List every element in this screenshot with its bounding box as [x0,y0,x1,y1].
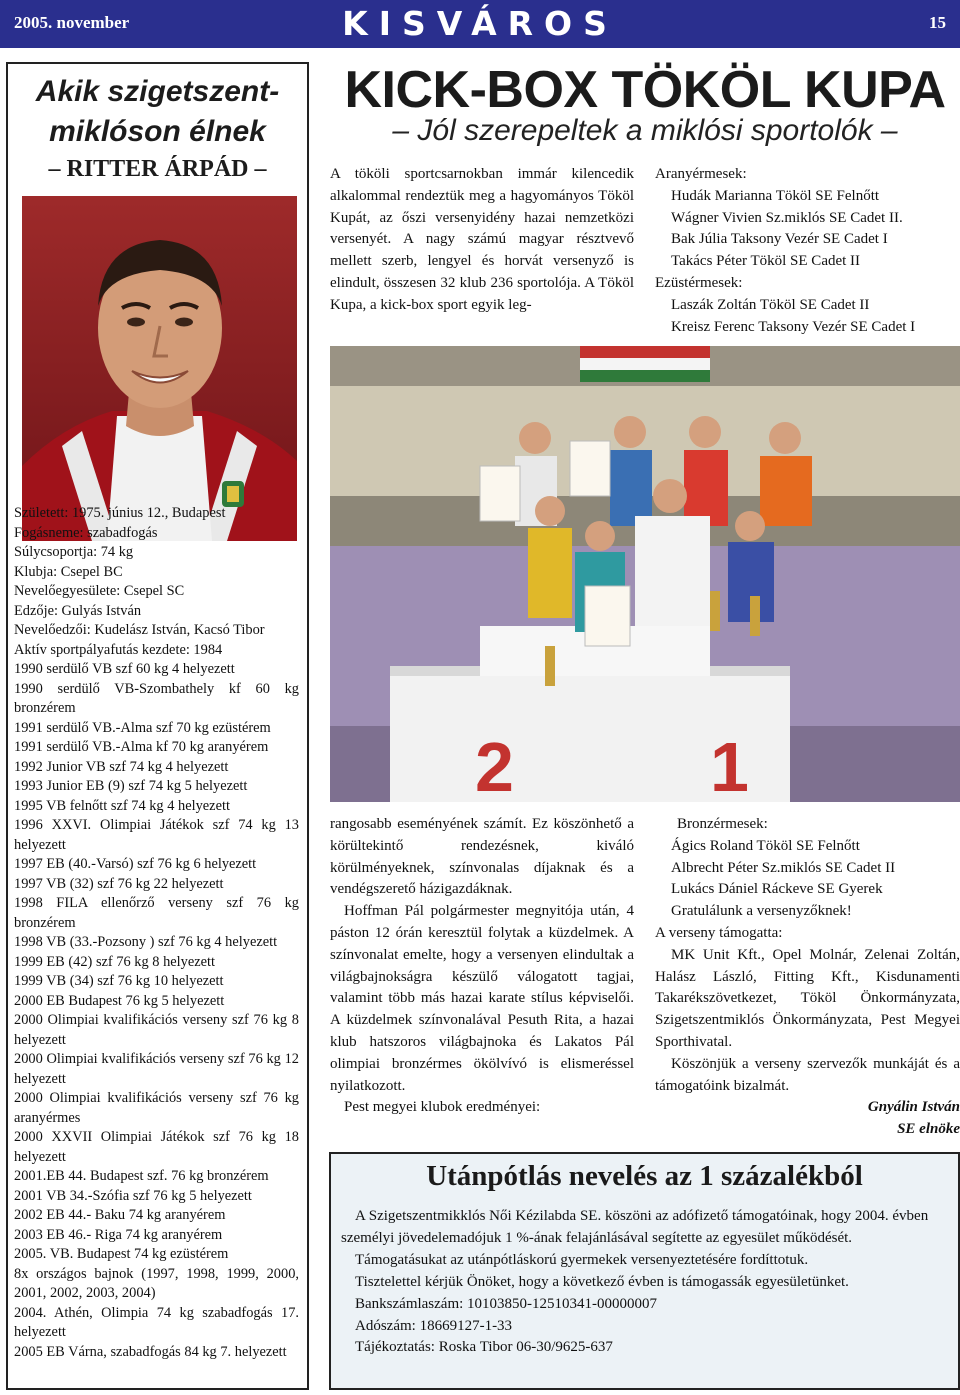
bronze-winner: Lukács Dániel Ráckeve SE Gyerek [671,881,883,898]
career-item: 2000 EB Budapest 76 kg 5 helyezett [14,992,225,1009]
results-top [655,164,960,338]
page-header [0,0,960,48]
career-item: 1998 VB (33.-Pozsony ) szf 76 kg 4 helyezett [14,934,278,950]
support-paragraph: Tisztelettel kérjük Önöket, hogy a következő évben is támogassák egyesületünket. [355,1273,849,1290]
silver-winner: Kreisz Ferenc Taksony Vezér SE Cadet I [671,318,916,335]
career-item: 2004. Athén, Olimpia 74 kg szabadfogás 17. helyezett [14,1304,299,1340]
silver-label: Ezüstérmesek: [655,274,743,291]
results-bottom [655,814,960,1141]
gold-winner: Wágner Vivien Sz.miklós SE Cadet II. [671,209,903,226]
profile-heading: Akik szigetszent- miklóson élnek [35,75,280,148]
career-item: 2000 XXVII Olimpiai Játékok szf 76 kg 18 helyezett [14,1129,299,1165]
article-title: KICK-BOX TÖKÖL KUPA [344,61,946,119]
career-item: 1993 Junior EB (9) szf 74 kg 5 helyezett [14,778,248,794]
thanks-text: Köszönjük a verseny szervezők munkáját és a támogatóink bizalmát. [655,1055,960,1094]
gold-winner: Bak Júlia Taksony Vezér SE Cadet I [671,231,888,248]
career-item: Edzője: Gulyás István [14,602,142,619]
career-item: 2005 EB Várna, szabadfogás 84 kg 7. helyezett [14,1343,287,1360]
support-paragraph: Támogatásukat az utánpótláskorú gyermekek versenyeztetésére fordíttotuk. [355,1251,809,1268]
career-item: 1992 Junior VB szf 74 kg 4 helyezett [14,758,229,775]
congratulations: Gratulálunk a versenyzőknek! [671,903,852,920]
career-item: 1990 serdülő VB-Szombathely kf 60 kg bronzérem [14,680,299,716]
career-item: 1997 VB (32) szf 76 kg 22 helyezett [14,875,224,892]
career-item: 2003 EB 46.- Riga 74 kg aranyérem [14,1226,223,1243]
bronze-winner: Ágics Roland Tököl SE Felnőtt [671,837,860,854]
tax-number: Adószám: 18669127-1-33 [355,1317,513,1334]
bronze-winner: Albrecht Péter Sz.miklós SE Cadet II [671,859,896,876]
bank-account: Bankszámlaszám: 10103850-12510341-00000007 [355,1295,658,1312]
signature-role: SE elnöke [897,1121,960,1138]
career-item: Nevelőedzői: Kudelász István, Kacsó Tibor [14,622,265,638]
career-item: 1999 EB (42) szf 76 kg 8 helyezett [14,953,216,970]
career-item: 1995 VB felnőtt szf 74 kg 4 helyezett [14,797,230,814]
article-subtitle: – Jól szerepeltek a miklósi sportolók – [392,114,898,147]
profile-box [6,62,309,1390]
page-number: 15 [929,13,946,32]
team-photo-illustration [330,346,960,802]
profile-name: – RITTER ÁRPÁD – [48,156,267,182]
career-item: Klubja: Csepel BC [14,563,123,580]
career-list [14,504,299,1362]
svg-text:2: 2 [475,728,514,802]
sponsors-label: A verseny támogatta: [655,924,783,941]
team-photo [330,346,960,802]
opening-paragraph: Hoffman Pál polgármester megnyitója után, 4 páston 12 órán keresztül folytak a küzdelmek. A színvonalat emelte, hogy a versenyen elindultak a világbajnokságra készülő válogatott tagjai, valamint több más hazai karate stílus képviselői. A küzdelmek színvonalával Pesuth Rita, a hazai klub hatszoros világbajnoka és Lakatos Pál olimpiai bronzérmes ökölvívó is elismeréssel nyilatkozott. [330,903,634,1094]
career-item: 2005. VB. Budapest 74 kg ezüstérem [14,1246,229,1262]
gold-winner: Takács Péter Tököl SE Cadet II [671,253,861,270]
gold-winner: Hudák Marianna Tököl SE Felnőtt [671,187,880,204]
contact-info: Tájékoztatás: Roska Tibor 06-30/9625-637 [355,1339,613,1356]
career-item: 8x országos bajnok (1997, 1998, 1999, 2000, 2001, 2002, 2003, 2004) [14,1265,299,1301]
article-intro: A tököli sportcsarnokban immár kilencedik alkalommal rendeztük meg a hagyományos Tököl Kupát, az őszi versenyidény hazai nemzetközi versenyét. A nagy számú magyar résztvevő mellett szerb, lengyel és horvát versenyző is elindult, összesen 32 klub 236 sportolója. A Tököl Kupa, a kick-box sport egyik leg- [330,166,634,313]
sponsors-list: MK Unit Kft., Opel Molnár, Zelenai Zoltán, Halász László, Fitting Kft., Kisdunamenti Takarékszövetkezet, Tököl Önkormányzata, Szigetszentmiklós Önkormányzata, Pest Megyei Sporthivatal. [655,946,960,1050]
career-item: Született: 1975. június 12., Budapest [14,505,226,521]
career-item: Súlycsoportja: 74 kg [14,544,134,560]
support-paragraph: A Szigetszentmikklós Női Kézilabda SE. köszöni az adófizető támogatóinak, hogy 2004. évben személyi jövedelemadójuk 1 %-ának felajánlásával segítette az egyesület működését. [341,1208,929,1246]
career-item: 1998 FILA ellenőrző verseny szf 76 kg bronzérem [14,895,299,931]
portrait-photo [22,196,297,541]
silver-winner: Laszák Zoltán Tököl SE Cadet II [671,296,870,313]
career-item: 1991 serdülő VB.-Alma szf 70 kg ezüstérem [14,719,271,736]
career-item: Fogásneme: szabadfogás [14,524,158,541]
career-item: 1991 serdülő VB.-Alma kf 70 kg aranyérem [14,739,269,755]
career-item: 2000 Olimpiai kvalifikációs verseny szf 76 kg aranyérmes [14,1090,299,1126]
career-item: 1990 serdülő VB szf 60 kg 4 helyezett [14,661,235,677]
signature-name: Gnyálin István [867,1099,960,1116]
article-body [330,814,634,1119]
issue-date: 2005. november [14,13,130,32]
continuation-paragraph: rangosabb eseményének számít. Ez köszönhető a körültekintő rendezésnek, kiváló körülményeknek, színvonalas díjaknak és a vendégszerető házigazdáknak. [330,816,634,898]
career-item: 1997 EB (40.-Varsó) szf 76 kg 6 helyezett [14,856,257,872]
masthead-title: KISVÁROS [342,4,618,43]
bronze-label: Bronzérmesek: [677,816,768,832]
support-box [329,1152,960,1390]
career-item: 1996 XXVI. Olimpiai Játékok szf 74 kg 13 helyezett [14,817,299,853]
gold-label: Aranyérmesek: [655,166,747,182]
career-item: 2002 EB 44.- Baku 74 kg aranyérem [14,1207,226,1223]
career-item: Nevelőegyesülete: Csepel SC [14,583,185,599]
results-intro: Pest megyei klubok eredményei: [344,1099,541,1116]
career-item: Aktív sportpályafutás kezdete: 1984 [14,641,223,658]
career-item: 2001.EB 44. Budapest szf. 76 kg bronzérem [14,1168,269,1184]
support-text [341,1206,948,1359]
support-title: Utánpótlás nevelés az 1 százalékból [426,1160,863,1192]
portrait-illustration [22,196,297,541]
career-item: 2001 VB 34.-Szófia szf 76 kg 5 helyezett [14,1187,252,1204]
career-item: 2000 Olimpiai kvalifikációs verseny szf 76 kg 8 helyezett [14,1012,299,1048]
svg-text:1: 1 [710,728,749,802]
career-item: 1999 VB (34) szf 76 kg 10 helyezett [14,973,224,989]
career-item: 2000 Olimpiai kvalifikációs verseny szf 76 kg 12 helyezett [14,1051,299,1087]
